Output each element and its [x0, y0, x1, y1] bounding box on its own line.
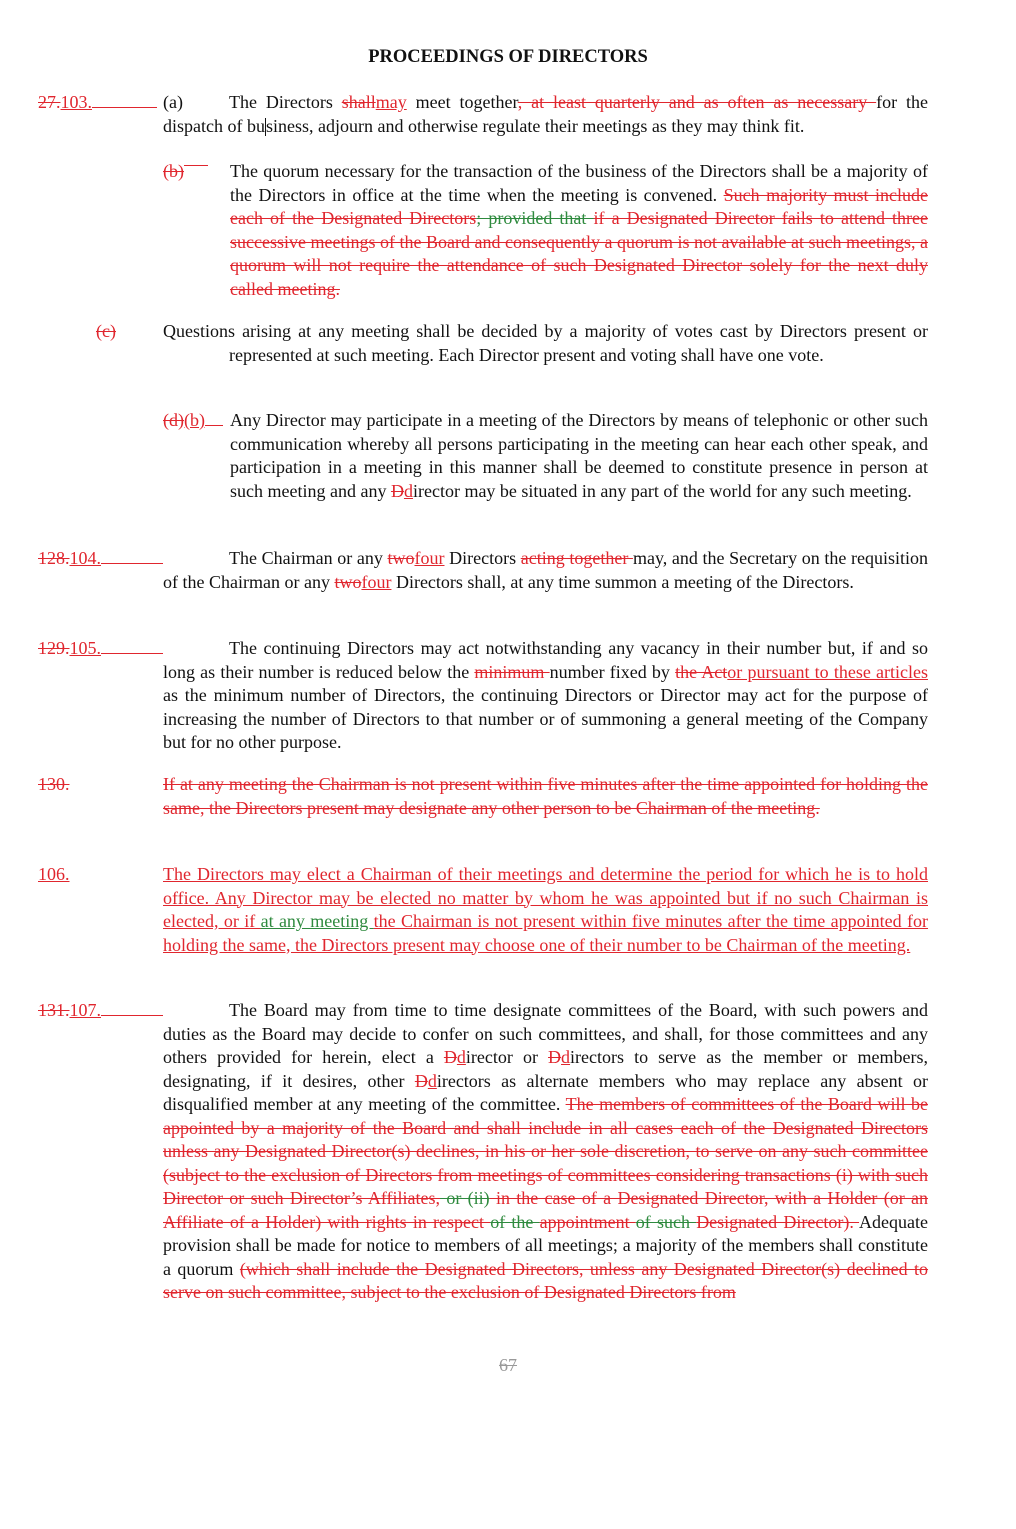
article-130-deleted: If at any meeting the Chairman is not present within five minutes after the time appointed for holding the same, the Directors present may designate any other person to be Chairman of the meeting.	[163, 774, 928, 818]
article-106-inserted: The Directors may elect a Chairman of their meetings and determine the period for which he is to hold office. Any Director may be elected no matter by whom he was appointed but if no such Chairman is elected, or if at any meeting the Chairman is not present within five minutes after the time appointed for holding the same, the Directors present may choose one of their number to be Chairman of the meeting.	[163, 864, 929, 955]
article-105-number: 129.105.	[38, 637, 163, 661]
article-130-number: 130.	[38, 774, 70, 794]
clause-c-label: (c)	[96, 321, 116, 341]
clause-b-label: (b)	[163, 160, 228, 184]
article-103-c: Questions arising at any meeting shall be decided by a majority of votes cast by Directors present or represented at such meeting. Each Director present and voting shall have one vote.	[163, 321, 928, 365]
article-106-number: 106.	[38, 864, 70, 884]
tab-leader	[92, 93, 157, 108]
clause-label-a: (a)	[163, 92, 183, 112]
inserted-number: 103.	[60, 92, 92, 112]
deleted-number: 27.	[38, 92, 61, 112]
article-103-number	[38, 91, 157, 115]
article-107-number: 131.107.	[38, 999, 163, 1023]
article-103-b: The quorum necessary for the transaction of the business of the Directors shall be a majority of the Directors in office at the time when the meeting is convened. Such majority must include each of the Designated Directors; provided that if a Designated Director fails to attend three successive meetings of the Board and consequently a quorum is not available at such meetings, a quorum will not require the attendance of such Designated Director solely for the next duly called meeting.	[230, 161, 929, 299]
clause-d-label: (d)(b)	[163, 409, 229, 433]
article-104: The Chairman or any twofour Directors acting together may, and the Secretary on the requisition of the Chairman or any twofour Directors shall, at any time summon a meeting of the Directors.	[163, 548, 928, 592]
page-number: 67	[499, 1355, 517, 1375]
article-107: The Board may from time to time designate committees of the Board, with such powers and duties as the Board may decide to confer on such committees, and shall, for those committees and any others provided for herein, elect a Ddirector or Ddirectors to serve as the member or members, designating, if it desires, other Ddirectors as alternate members who may replace any absent or disqualified member at any meeting of the committee. The members of committees of the Board will be appointed by a majority of the Board and shall include in all cases each of the Designated Directors unless any Designated Director(s) declines, in his or her sole discretion, to serve on any such committee (subject to the exclusion of Directors from meetings of committees considering transactions (i) with such Director or such Director’s Affiliates, or (ii) in the case of a Designated Director, with a Holder (or an Affiliate of a Holder) with rights in respect of the appointment of such Designated Director). Adequate provision shall be made for notice to members of all meetings; a majority of the members shall constitute a quorum (which shall include the Designated Directors, unless any Designated Director(s) declined to serve on such committee, subject to the exclusion of Designated Directors from	[163, 1000, 929, 1302]
section-title: PROCEEDINGS OF DIRECTORS	[368, 47, 648, 67]
article-103-d: Any Director may participate in a meeting of the Directors by means of telephonic or other such communication whereby all persons participating in the meeting can hear each other speak, and participation in a meeting in this manner shall be deemed to constitute presence in person at such meeting and any Ddirector may be situated in any part of the world for any such meeting.	[230, 410, 928, 501]
article-103-a: (a) The Directors shallmay meet together, at least quarterly and as often as necessary for the dispatch of business, adjourn and otherwise regulate their meetings as they may think fit.	[163, 92, 928, 136]
article-104-number: 128.104.	[38, 547, 163, 571]
article-105: The continuing Directors may act notwithstanding any vacancy in their number but, if and so long as their number is reduced below the minimum number fixed by the Actor pursuant to these articles as the minimum number of Directors, the continuing Directors or Director may act for the purpose of increasing the number of Directors to that number or of summoning a general meeting of the Company but for no other purpose.	[163, 638, 928, 752]
